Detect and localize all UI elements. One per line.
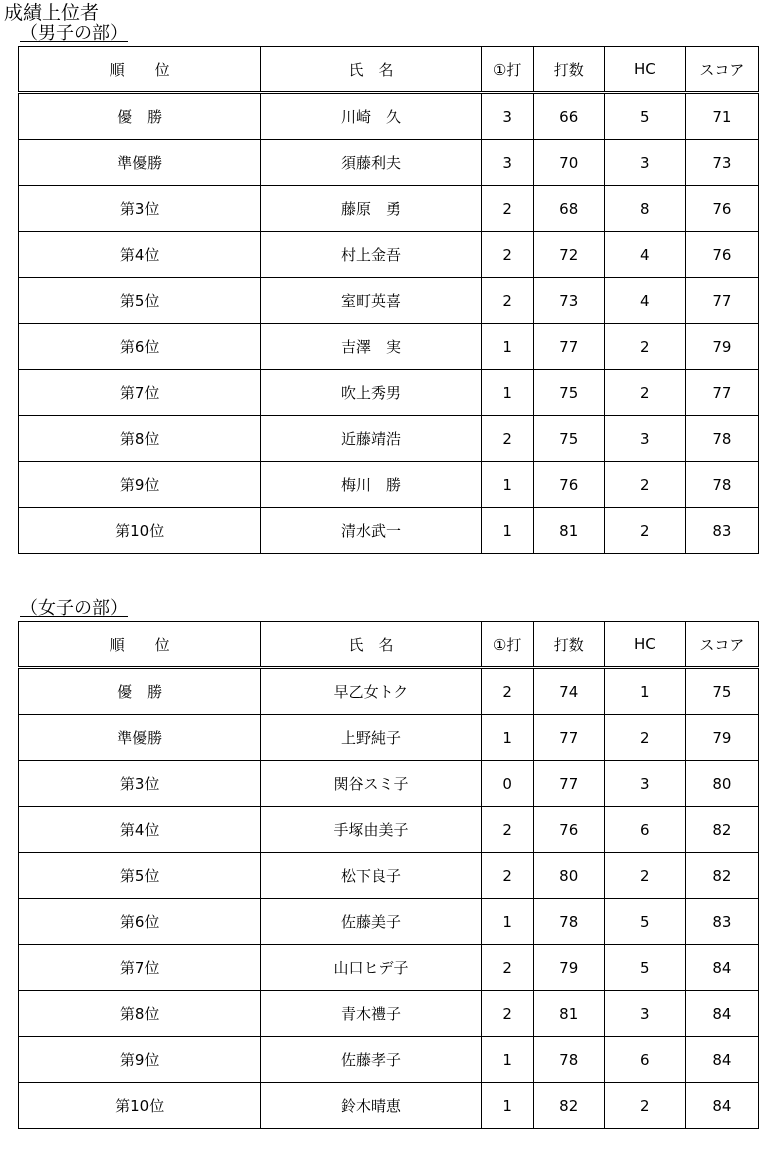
hc-header: HC xyxy=(604,622,685,668)
hc-cell: 6 xyxy=(604,807,685,853)
rank-cell: 第3位 xyxy=(19,761,261,807)
player-name-cell: 吉澤 実 xyxy=(261,324,481,370)
women-section-title: （女子の部） xyxy=(20,598,128,619)
one-putt-cell: 1 xyxy=(481,324,533,370)
hc-cell: 2 xyxy=(604,853,685,899)
player-name-cell: 梅川 勝 xyxy=(261,462,481,508)
strokes-cell: 77 xyxy=(533,324,604,370)
strokes-header: 打数 xyxy=(533,622,604,668)
table-header-row xyxy=(19,622,759,668)
one-putt-cell: 3 xyxy=(481,140,533,186)
rank-cell: 第3位 xyxy=(19,186,261,232)
player-name-cell: 関谷スミ子 xyxy=(261,761,481,807)
score-cell: 80 xyxy=(685,761,758,807)
men-results-table xyxy=(18,46,759,554)
one-putt-cell: 2 xyxy=(481,807,533,853)
strokes-cell: 77 xyxy=(533,715,604,761)
score-cell: 77 xyxy=(685,370,758,416)
rank-cell: 準優勝 xyxy=(19,140,261,186)
score-cell: 82 xyxy=(685,807,758,853)
player-name-cell: 山口ヒデ子 xyxy=(261,945,481,991)
rank-cell: 第4位 xyxy=(19,807,261,853)
hc-cell: 1 xyxy=(604,668,685,715)
hc-cell: 3 xyxy=(604,991,685,1037)
score-cell: 84 xyxy=(685,1083,758,1129)
rank-cell: 第9位 xyxy=(19,462,261,508)
strokes-cell: 73 xyxy=(533,278,604,324)
hc-cell: 5 xyxy=(604,945,685,991)
rank-cell: 第10位 xyxy=(19,508,261,554)
strokes-cell: 68 xyxy=(533,186,604,232)
one-putt-header: ①打 xyxy=(481,47,533,93)
rank-header: 順 位 xyxy=(19,47,261,93)
table-row xyxy=(19,278,759,324)
player-name-cell: 藤原 勇 xyxy=(261,186,481,232)
player-name-cell: 佐藤美子 xyxy=(261,899,481,945)
strokes-cell: 74 xyxy=(533,668,604,715)
rank-cell: 第9位 xyxy=(19,1037,261,1083)
score-cell: 83 xyxy=(685,508,758,554)
score-cell: 76 xyxy=(685,186,758,232)
table-row xyxy=(19,416,759,462)
rank-cell: 準優勝 xyxy=(19,715,261,761)
player-name-cell: 鈴木晴恵 xyxy=(261,1083,481,1129)
score-cell: 78 xyxy=(685,462,758,508)
table-row xyxy=(19,761,759,807)
women-results-body xyxy=(19,668,759,1129)
hc-cell: 6 xyxy=(604,1037,685,1083)
score-cell: 84 xyxy=(685,991,758,1037)
player-name-cell: 青木禮子 xyxy=(261,991,481,1037)
hc-header: HC xyxy=(604,47,685,93)
name-header: 氏 名 xyxy=(261,622,481,668)
one-putt-cell: 1 xyxy=(481,1037,533,1083)
player-name-cell: 上野純子 xyxy=(261,715,481,761)
one-putt-cell: 2 xyxy=(481,186,533,232)
page-title: 成績上位者 xyxy=(4,2,100,24)
score-cell: 84 xyxy=(685,1037,758,1083)
hc-cell: 8 xyxy=(604,186,685,232)
hc-cell: 3 xyxy=(604,761,685,807)
player-name-cell: 近藤靖浩 xyxy=(261,416,481,462)
one-putt-cell: 1 xyxy=(481,1083,533,1129)
one-putt-cell: 1 xyxy=(481,715,533,761)
table-row xyxy=(19,186,759,232)
score-cell: 79 xyxy=(685,715,758,761)
player-name-cell: 手塚由美子 xyxy=(261,807,481,853)
score-header: スコア xyxy=(685,622,758,668)
player-name-cell: 松下良子 xyxy=(261,853,481,899)
one-putt-cell: 1 xyxy=(481,899,533,945)
hc-cell: 5 xyxy=(604,899,685,945)
hc-cell: 2 xyxy=(604,715,685,761)
strokes-cell: 76 xyxy=(533,807,604,853)
hc-cell: 4 xyxy=(604,232,685,278)
strokes-cell: 75 xyxy=(533,370,604,416)
rank-cell: 第4位 xyxy=(19,232,261,278)
table-row xyxy=(19,807,759,853)
one-putt-cell: 1 xyxy=(481,508,533,554)
strokes-cell: 66 xyxy=(533,93,604,140)
rank-cell: 第5位 xyxy=(19,278,261,324)
table-row xyxy=(19,1037,759,1083)
hc-cell: 3 xyxy=(604,416,685,462)
hc-cell: 2 xyxy=(604,462,685,508)
rank-cell: 優 勝 xyxy=(19,93,261,140)
strokes-cell: 70 xyxy=(533,140,604,186)
table-row xyxy=(19,945,759,991)
score-cell: 77 xyxy=(685,278,758,324)
score-cell: 76 xyxy=(685,232,758,278)
table-row xyxy=(19,324,759,370)
table-row xyxy=(19,899,759,945)
table-row xyxy=(19,853,759,899)
score-cell: 82 xyxy=(685,853,758,899)
strokes-cell: 80 xyxy=(533,853,604,899)
men-results-body xyxy=(19,93,759,554)
strokes-cell: 72 xyxy=(533,232,604,278)
one-putt-cell: 3 xyxy=(481,93,533,140)
player-name-cell: 須藤利夫 xyxy=(261,140,481,186)
one-putt-cell: 1 xyxy=(481,370,533,416)
rank-cell: 優 勝 xyxy=(19,668,261,715)
rank-cell: 第8位 xyxy=(19,416,261,462)
score-cell: 83 xyxy=(685,899,758,945)
one-putt-cell: 2 xyxy=(481,991,533,1037)
strokes-cell: 77 xyxy=(533,761,604,807)
table-row xyxy=(19,508,759,554)
table-row xyxy=(19,232,759,278)
player-name-cell: 吹上秀男 xyxy=(261,370,481,416)
strokes-cell: 81 xyxy=(533,508,604,554)
strokes-header: 打数 xyxy=(533,47,604,93)
one-putt-cell: 0 xyxy=(481,761,533,807)
hc-cell: 4 xyxy=(604,278,685,324)
table-header-row xyxy=(19,47,759,93)
table-row xyxy=(19,1083,759,1129)
rank-cell: 第7位 xyxy=(19,945,261,991)
one-putt-cell: 2 xyxy=(481,416,533,462)
one-putt-cell: 2 xyxy=(481,278,533,324)
table-row xyxy=(19,462,759,508)
table-row xyxy=(19,93,759,140)
score-cell: 73 xyxy=(685,140,758,186)
player-name-cell: 早乙女トク xyxy=(261,668,481,715)
player-name-cell: 佐藤孝子 xyxy=(261,1037,481,1083)
table-row xyxy=(19,668,759,715)
strokes-cell: 78 xyxy=(533,899,604,945)
rank-cell: 第6位 xyxy=(19,324,261,370)
strokes-cell: 79 xyxy=(533,945,604,991)
hc-cell: 2 xyxy=(604,324,685,370)
rank-cell: 第5位 xyxy=(19,853,261,899)
women-results-table xyxy=(18,621,759,1129)
score-header: スコア xyxy=(685,47,758,93)
one-putt-cell: 1 xyxy=(481,462,533,508)
strokes-cell: 82 xyxy=(533,1083,604,1129)
strokes-cell: 78 xyxy=(533,1037,604,1083)
score-cell: 75 xyxy=(685,668,758,715)
one-putt-cell: 2 xyxy=(481,668,533,715)
hc-cell: 2 xyxy=(604,370,685,416)
one-putt-cell: 2 xyxy=(481,945,533,991)
name-header: 氏 名 xyxy=(261,47,481,93)
rank-header: 順 位 xyxy=(19,622,261,668)
hc-cell: 5 xyxy=(604,93,685,140)
hc-cell: 2 xyxy=(604,1083,685,1129)
strokes-cell: 75 xyxy=(533,416,604,462)
hc-cell: 2 xyxy=(604,508,685,554)
one-putt-cell: 2 xyxy=(481,232,533,278)
strokes-cell: 76 xyxy=(533,462,604,508)
rank-cell: 第10位 xyxy=(19,1083,261,1129)
rank-cell: 第6位 xyxy=(19,899,261,945)
score-cell: 71 xyxy=(685,93,758,140)
strokes-cell: 81 xyxy=(533,991,604,1037)
score-cell: 79 xyxy=(685,324,758,370)
men-section-title: （男子の部） xyxy=(20,23,128,44)
one-putt-cell: 2 xyxy=(481,853,533,899)
player-name-cell: 清水武一 xyxy=(261,508,481,554)
player-name-cell: 村上金吾 xyxy=(261,232,481,278)
table-row xyxy=(19,715,759,761)
score-cell: 78 xyxy=(685,416,758,462)
player-name-cell: 川崎 久 xyxy=(261,93,481,140)
player-name-cell: 室町英喜 xyxy=(261,278,481,324)
table-row xyxy=(19,140,759,186)
rank-cell: 第8位 xyxy=(19,991,261,1037)
table-row xyxy=(19,370,759,416)
table-row xyxy=(19,991,759,1037)
hc-cell: 3 xyxy=(604,140,685,186)
score-cell: 84 xyxy=(685,945,758,991)
one-putt-header: ①打 xyxy=(481,622,533,668)
rank-cell: 第7位 xyxy=(19,370,261,416)
